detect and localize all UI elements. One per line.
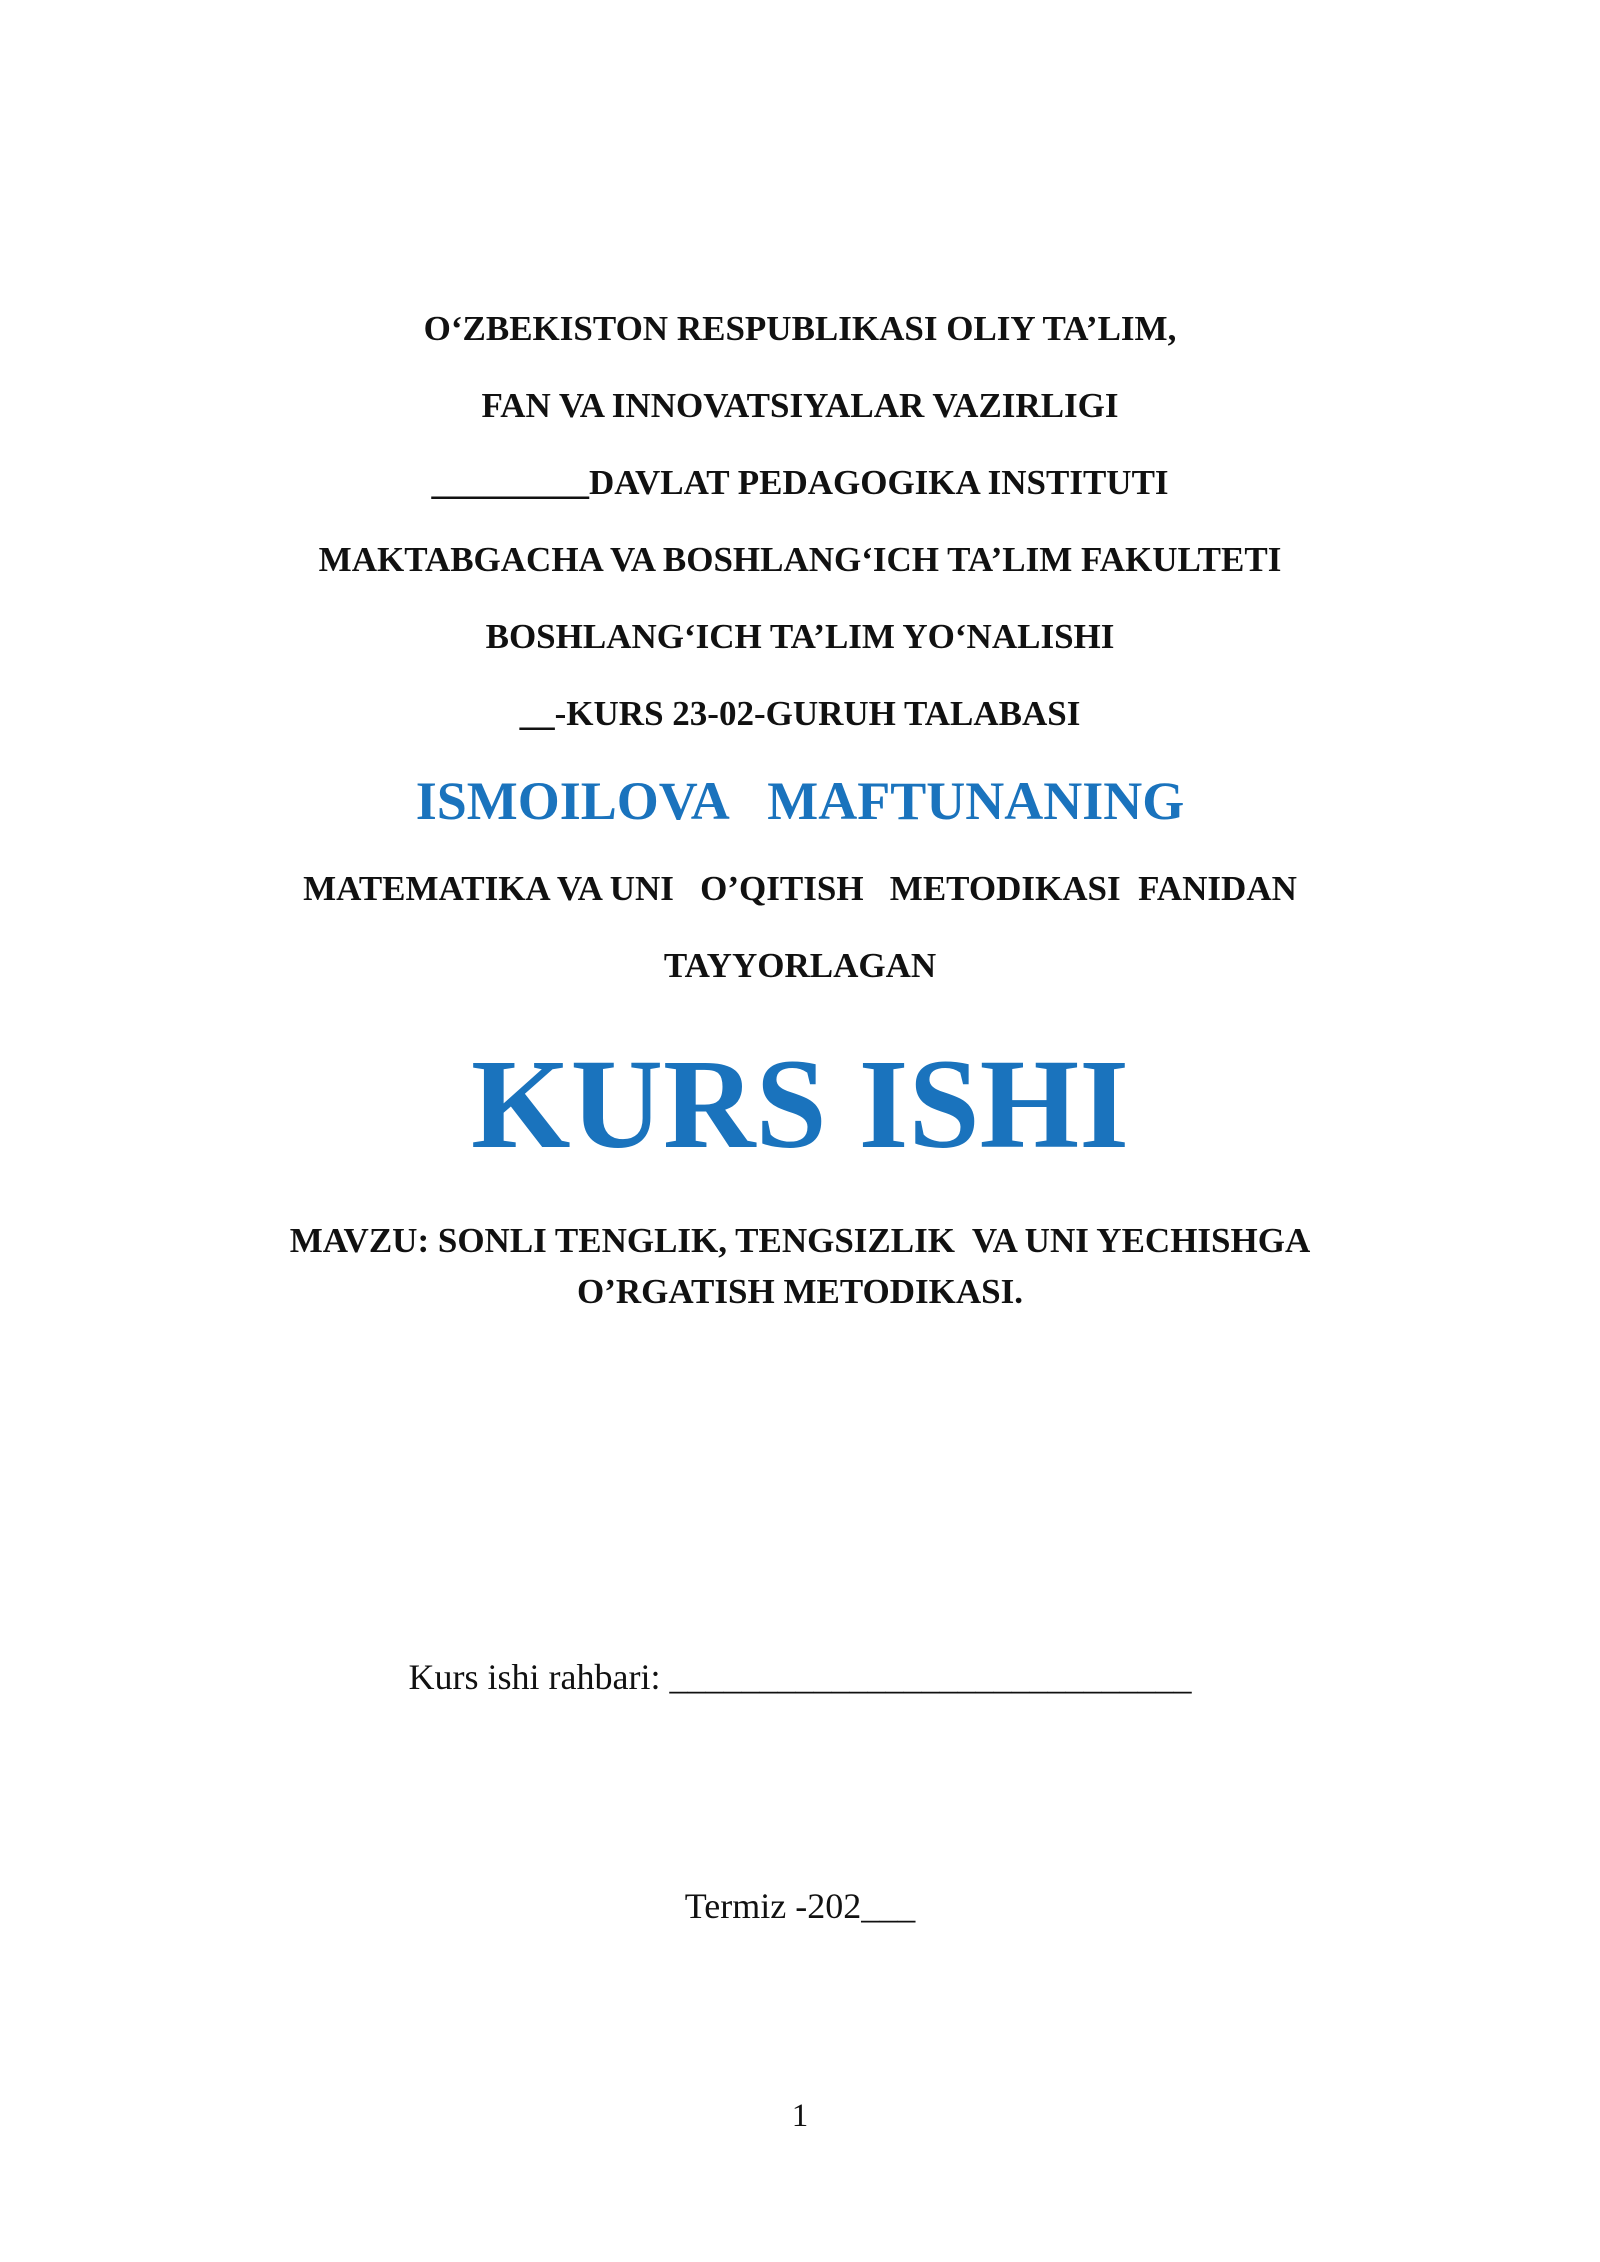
header-ministry-line-2: FAN VA INNOVATSIYALAR VAZIRLIGI [481, 386, 1119, 425]
student-name: ISMOILOVA MAFTUNANING [415, 771, 1185, 831]
header-direction: BOSHLANG‘ICH TA’LIM YO‘NALISHI [485, 617, 1115, 656]
header-institute: _________DAVLAT PEDAGOGIKA INSTITUTI [431, 463, 1169, 502]
work-title: KURS ISHI [471, 1033, 1129, 1175]
supervisor-line: Kurs ishi rahbari: _____________________________ [408, 1657, 1192, 1697]
header-course-group: __-KURS 23-02-GURUH TALABASI [519, 694, 1081, 733]
topic-line-1: MAVZU: SONLI TENGLIK, TENGSIZLIK VA UNI YECHISHGA [289, 1221, 1311, 1260]
prepared-line: TAYYORLAGAN [663, 946, 937, 985]
subject-line: MATEMATIKA VA UNI O’QITISH METODIKASI FANIDAN [303, 869, 1297, 908]
place-year: Termiz -202___ [684, 1886, 916, 1926]
header-faculty: MAKTABGACHA VA BOSHLANG‘ICH TA’LIM FAKULTETI [318, 540, 1282, 579]
page-number: 1 [791, 2098, 809, 2134]
topic-line-2: O’RGATISH METODIKASI. [576, 1272, 1023, 1311]
header-ministry-line-1: O‘ZBEKISTON RESPUBLIKASI OLIY TA’LIM, [423, 309, 1177, 348]
